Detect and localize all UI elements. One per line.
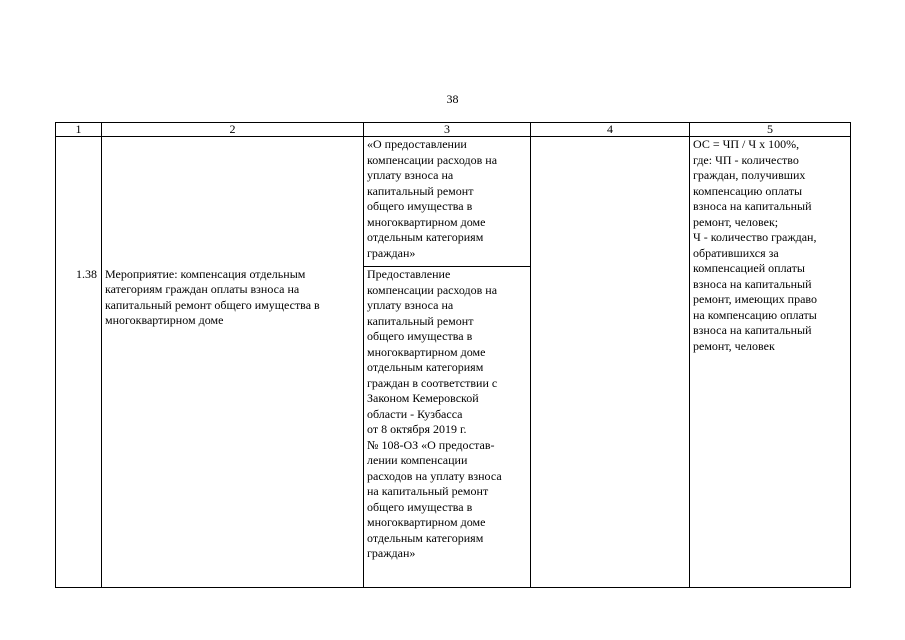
row-col4-merged xyxy=(531,137,690,588)
page-number: 38 xyxy=(446,92,459,106)
header-col-1: 1 xyxy=(56,123,102,137)
row-1-38-measure: Мероприятие: компенсация отдельным категориям граждан оплаты взноса на капитальный ремонт общего имущества в многоквартирном доме xyxy=(102,267,364,588)
row-continuation-num xyxy=(56,137,102,267)
header-col-2: 2 xyxy=(102,123,364,137)
table-row-continuation xyxy=(56,137,851,267)
header-col-3: 3 xyxy=(364,123,531,137)
row-continuation-name xyxy=(102,137,364,267)
header-col-4: 4 xyxy=(531,123,690,137)
row-1-38-num: 1.38 xyxy=(56,267,102,588)
row-1-38-basis: Предоставление компенсации расходов на уплату взноса на капитальный ремонт общего имущества в многоквартирном доме отдельным категориям граждан в соответствии с Законом Кемеровской области - Кузбасса от 8 октября 2019 г. № 108-ОЗ «О предостав- лении компенсации расходов на уплату взноса на капитальный ремонт общего имущества в многоквартирном доме отдельным категориям граждан» xyxy=(364,267,531,588)
row-col5-formula: ОС = ЧП / Ч х 100%, где: ЧП - количество граждан, получивших компенсацию оплаты взноса на капитальный ремонт, человек; Ч - количество граждан, обратившихся за компенсацией оплаты взноса на капитальный ремонт, имеющих право на компенсацию оплаты взноса на капитальный ремонт, человек xyxy=(690,137,851,588)
table-header-row xyxy=(56,123,851,137)
header-col-5: 5 xyxy=(690,123,851,137)
row-continuation-basis: «О предоставлении компенсации расходов на уплату взноса на капитальный ремонт общего имущества в многоквартирном доме отдельным категориям граждан» xyxy=(364,137,531,267)
measures-table xyxy=(55,122,851,588)
